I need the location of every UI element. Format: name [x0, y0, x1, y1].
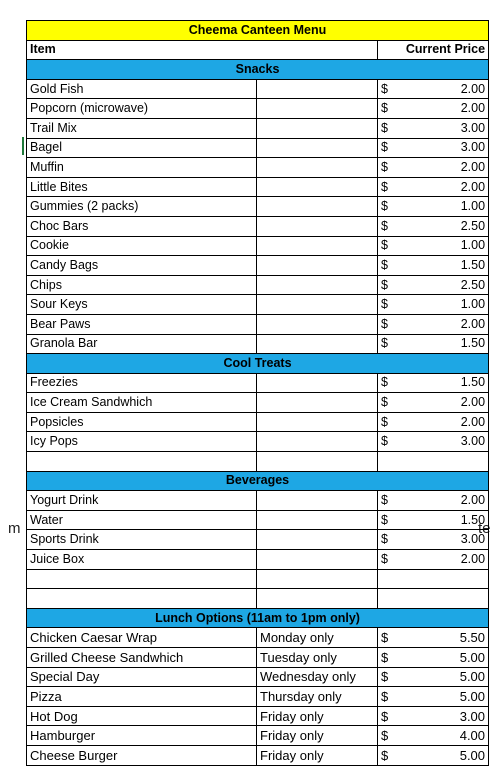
header-item: Item — [27, 40, 378, 60]
price-cell[interactable]: 1.00 — [405, 295, 489, 315]
item-cell[interactable]: Choc Bars — [27, 216, 257, 236]
currency-cell[interactable]: $ — [378, 79, 405, 99]
price-cell[interactable]: 1.00 — [405, 197, 489, 217]
menu-row — [27, 79, 489, 99]
selected-cell-marker — [22, 137, 24, 155]
item-cell[interactable]: Gold Fish — [27, 79, 257, 99]
menu-row — [27, 432, 489, 452]
empty-cell[interactable] — [257, 275, 378, 295]
item-cell[interactable]: Icy Pops — [27, 432, 257, 452]
item-cell[interactable]: Bagel — [27, 138, 257, 158]
empty-cell[interactable] — [257, 510, 378, 530]
menu-row — [27, 314, 489, 334]
menu-row — [27, 138, 489, 158]
item-cell[interactable]: Hot Dog — [27, 706, 257, 726]
price-cell[interactable]: 4.00 — [405, 726, 489, 746]
menu-row — [27, 216, 489, 236]
currency-cell[interactable]: $ — [378, 530, 405, 550]
currency-cell[interactable]: $ — [378, 550, 405, 570]
menu-row — [27, 99, 489, 119]
empty-cell[interactable] — [257, 118, 378, 138]
empty-cell[interactable] — [257, 530, 378, 550]
item-cell[interactable]: Pizza — [27, 687, 257, 707]
price-cell[interactable]: 2.00 — [405, 79, 489, 99]
price-cell[interactable]: 5.00 — [405, 745, 489, 765]
section-header-snacks: Snacks — [27, 60, 489, 80]
currency-cell[interactable]: $ — [378, 648, 405, 668]
empty-cell[interactable] — [378, 569, 489, 589]
item-cell[interactable]: Water — [27, 510, 257, 530]
background-text-right: te — [478, 520, 491, 537]
section-header-cool-treats: Cool Treats — [27, 354, 489, 374]
item-cell[interactable]: Freezies — [27, 373, 257, 393]
menu-row — [27, 197, 489, 217]
menu-row — [27, 550, 489, 570]
price-cell[interactable]: 2.00 — [405, 158, 489, 178]
empty-cell[interactable] — [257, 491, 378, 511]
item-cell[interactable]: Muffin — [27, 158, 257, 178]
currency-cell[interactable]: $ — [378, 177, 405, 197]
empty-cell[interactable] — [257, 99, 378, 119]
currency-cell[interactable]: $ — [378, 491, 405, 511]
empty-cell[interactable] — [257, 79, 378, 99]
menu-row — [27, 687, 489, 707]
empty-cell[interactable] — [27, 452, 257, 472]
item-cell[interactable]: Sports Drink — [27, 530, 257, 550]
background-text-left: m — [8, 520, 21, 537]
currency-cell[interactable]: $ — [378, 393, 405, 413]
currency-cell[interactable]: $ — [378, 432, 405, 452]
item-cell[interactable]: Trail Mix — [27, 118, 257, 138]
menu-row — [27, 373, 489, 393]
item-cell[interactable]: Sour Keys — [27, 295, 257, 315]
menu-row — [27, 275, 489, 295]
empty-cell[interactable] — [257, 334, 378, 354]
menu-row — [27, 236, 489, 256]
currency-cell[interactable]: $ — [378, 256, 405, 276]
currency-cell[interactable]: $ — [378, 745, 405, 765]
currency-cell[interactable]: $ — [378, 216, 405, 236]
currency-cell[interactable]: $ — [378, 99, 405, 119]
item-cell[interactable]: Chips — [27, 275, 257, 295]
empty-cell[interactable] — [257, 197, 378, 217]
price-cell[interactable]: 5.00 — [405, 667, 489, 687]
menu-row — [27, 295, 489, 315]
day-cell[interactable]: Thursday only — [257, 687, 378, 707]
currency-cell[interactable]: $ — [378, 275, 405, 295]
currency-cell[interactable]: $ — [378, 628, 405, 648]
empty-cell[interactable] — [257, 295, 378, 315]
empty-cell[interactable] — [257, 373, 378, 393]
item-cell[interactable]: Cheese Burger — [27, 745, 257, 765]
menu-row — [27, 158, 489, 178]
empty-cell[interactable] — [257, 432, 378, 452]
currency-cell[interactable]: $ — [378, 138, 405, 158]
item-cell[interactable]: Grilled Cheese Sandwhich — [27, 648, 257, 668]
empty-cell[interactable] — [257, 569, 378, 589]
empty-cell[interactable] — [257, 256, 378, 276]
item-cell[interactable]: Popcorn (microwave) — [27, 99, 257, 119]
menu-row — [27, 334, 489, 354]
menu-row — [27, 393, 489, 413]
menu-row — [27, 256, 489, 276]
section-header-lunch: Lunch Options (11am to 1pm only) — [27, 608, 489, 628]
empty-cell[interactable] — [27, 589, 257, 609]
item-cell[interactable]: Gummies (2 packs) — [27, 197, 257, 217]
price-cell[interactable]: 2.50 — [405, 216, 489, 236]
currency-cell[interactable]: $ — [378, 158, 405, 178]
item-cell[interactable]: Candy Bags — [27, 256, 257, 276]
currency-cell[interactable]: $ — [378, 334, 405, 354]
menu-row — [27, 667, 489, 687]
menu-row — [27, 530, 489, 550]
empty-cell[interactable] — [257, 550, 378, 570]
price-cell[interactable]: 1.50 — [405, 334, 489, 354]
empty-cell[interactable] — [257, 589, 378, 609]
blank-row — [27, 589, 489, 609]
day-cell[interactable]: Friday only — [257, 726, 378, 746]
price-cell[interactable]: 2.00 — [405, 412, 489, 432]
section-header-beverages: Beverages — [27, 471, 489, 491]
menu-row — [27, 628, 489, 648]
price-cell[interactable]: 2.00 — [405, 550, 489, 570]
item-cell[interactable]: Cookie — [27, 236, 257, 256]
price-cell[interactable]: 3.00 — [405, 118, 489, 138]
price-cell[interactable]: 2.00 — [405, 99, 489, 119]
empty-cell[interactable] — [257, 393, 378, 413]
empty-cell[interactable] — [257, 314, 378, 334]
item-cell[interactable]: Bear Paws — [27, 314, 257, 334]
currency-cell[interactable]: $ — [378, 706, 405, 726]
empty-cell[interactable] — [27, 569, 257, 589]
empty-cell[interactable] — [257, 177, 378, 197]
currency-cell[interactable]: $ — [378, 667, 405, 687]
empty-cell[interactable] — [257, 216, 378, 236]
item-cell[interactable]: Juice Box — [27, 550, 257, 570]
price-cell[interactable]: 1.50 — [405, 510, 489, 530]
currency-cell[interactable]: $ — [378, 314, 405, 334]
price-cell[interactable]: 3.00 — [405, 138, 489, 158]
price-cell[interactable]: 2.00 — [405, 393, 489, 413]
menu-title: Cheema Canteen Menu — [27, 21, 489, 41]
item-cell[interactable]: Yogurt Drink — [27, 491, 257, 511]
day-cell[interactable]: Friday only — [257, 745, 378, 765]
menu-row — [27, 745, 489, 765]
price-cell[interactable]: 2.50 — [405, 275, 489, 295]
item-cell[interactable]: Popsicles — [27, 412, 257, 432]
item-cell[interactable]: Hamburger — [27, 726, 257, 746]
empty-cell[interactable] — [257, 452, 378, 472]
currency-cell[interactable]: $ — [378, 197, 405, 217]
price-cell[interactable]: 3.00 — [405, 530, 489, 550]
currency-cell[interactable]: $ — [378, 373, 405, 393]
day-cell[interactable]: Friday only — [257, 706, 378, 726]
menu-table — [26, 20, 489, 766]
item-cell[interactable]: Special Day — [27, 667, 257, 687]
menu-row — [27, 510, 489, 530]
price-cell[interactable]: 3.00 — [405, 706, 489, 726]
empty-cell[interactable] — [257, 412, 378, 432]
price-cell[interactable]: 1.50 — [405, 256, 489, 276]
header-current-price: Current Price — [378, 40, 489, 60]
currency-cell[interactable]: $ — [378, 412, 405, 432]
menu-row — [27, 706, 489, 726]
day-cell[interactable]: Wednesday only — [257, 667, 378, 687]
price-cell[interactable]: 2.00 — [405, 177, 489, 197]
price-cell[interactable]: 1.50 — [405, 373, 489, 393]
price-cell[interactable]: 2.00 — [405, 491, 489, 511]
empty-cell[interactable] — [378, 452, 489, 472]
menu-row — [27, 412, 489, 432]
currency-cell[interactable]: $ — [378, 687, 405, 707]
menu-row — [27, 177, 489, 197]
menu-row — [27, 648, 489, 668]
day-cell[interactable]: Monday only — [257, 628, 378, 648]
item-cell[interactable]: Chicken Caesar Wrap — [27, 628, 257, 648]
item-cell[interactable]: Ice Cream Sandwhich — [27, 393, 257, 413]
empty-cell[interactable] — [378, 589, 489, 609]
price-cell[interactable]: 5.00 — [405, 687, 489, 707]
menu-row — [27, 118, 489, 138]
price-cell[interactable]: 3.00 — [405, 432, 489, 452]
currency-cell[interactable]: $ — [378, 726, 405, 746]
menu-row — [27, 491, 489, 511]
price-cell[interactable]: 5.50 — [405, 628, 489, 648]
item-cell[interactable]: Granola Bar — [27, 334, 257, 354]
item-cell[interactable]: Little Bites — [27, 177, 257, 197]
currency-cell[interactable]: $ — [378, 510, 405, 530]
price-cell[interactable]: 5.00 — [405, 648, 489, 668]
currency-cell[interactable]: $ — [378, 295, 405, 315]
currency-cell[interactable]: $ — [378, 236, 405, 256]
price-cell[interactable]: 2.00 — [405, 314, 489, 334]
menu-row — [27, 726, 489, 746]
blank-row — [27, 452, 489, 472]
currency-cell[interactable]: $ — [378, 118, 405, 138]
price-cell[interactable]: 1.00 — [405, 236, 489, 256]
empty-cell[interactable] — [257, 158, 378, 178]
empty-cell[interactable] — [257, 138, 378, 158]
day-cell[interactable]: Tuesday only — [257, 648, 378, 668]
blank-row — [27, 569, 489, 589]
empty-cell[interactable] — [257, 236, 378, 256]
